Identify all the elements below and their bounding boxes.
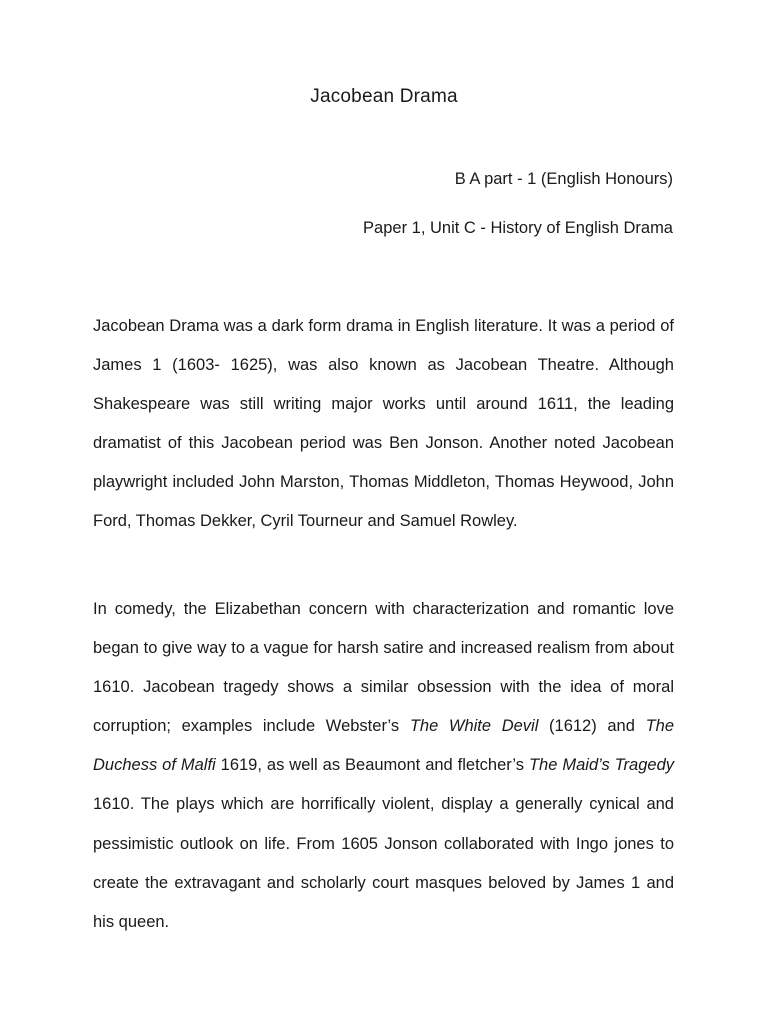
paragraph-2-text-4: 1610. The plays which are horrifically violent, display a generally cynical and pessimistic outlook on life. From 1605 Jonson collaborated with Ingo jones to create the extravagant and scholarly court masques beloved by James 1 and his queen. xyxy=(93,795,674,931)
paper-line: Paper 1, Unit C - History of English Drama xyxy=(363,219,673,237)
course-line: B A part - 1 (English Honours) xyxy=(454,170,673,188)
work-title-white-devil: The White Devil xyxy=(409,717,539,736)
paragraph-2 xyxy=(93,590,674,942)
paragraph-2-text-1: In comedy, the Elizabethan concern with characterization and romantic love began to give way to a vague for harsh satire and increased realism from about 1610. Jacobean tragedy shows a similar obsession with the idea of moral corruption; examples include Webster’s xyxy=(93,600,674,736)
work-title-duchess-of-malfi: The Duchess of Malfi xyxy=(93,717,674,775)
paragraph-2-text-2: (1612) and xyxy=(538,717,646,736)
paragraph-2-text-3: 1619, as well as Beaumont and fletcher’s xyxy=(215,756,529,775)
work-title-maids-tragedy: The Maid’s Tragedy xyxy=(528,756,674,775)
document-title: Jacobean Drama xyxy=(310,86,458,107)
paragraph-1: Jacobean Drama was a dark form drama in English literature. It was a period of James 1 (1603- 1625), was also known as Jacobean Theatre. Although Shakespeare was still writing major works until around 1611, the leading dramatist of this Jacobean period was Ben Jonson. Another noted Jacobean playwright included John Marston, Thomas Middleton, Thomas Heywood, John Ford, Thomas Dekker, Cyril Tourneur and Samuel Rowley. xyxy=(93,317,674,531)
